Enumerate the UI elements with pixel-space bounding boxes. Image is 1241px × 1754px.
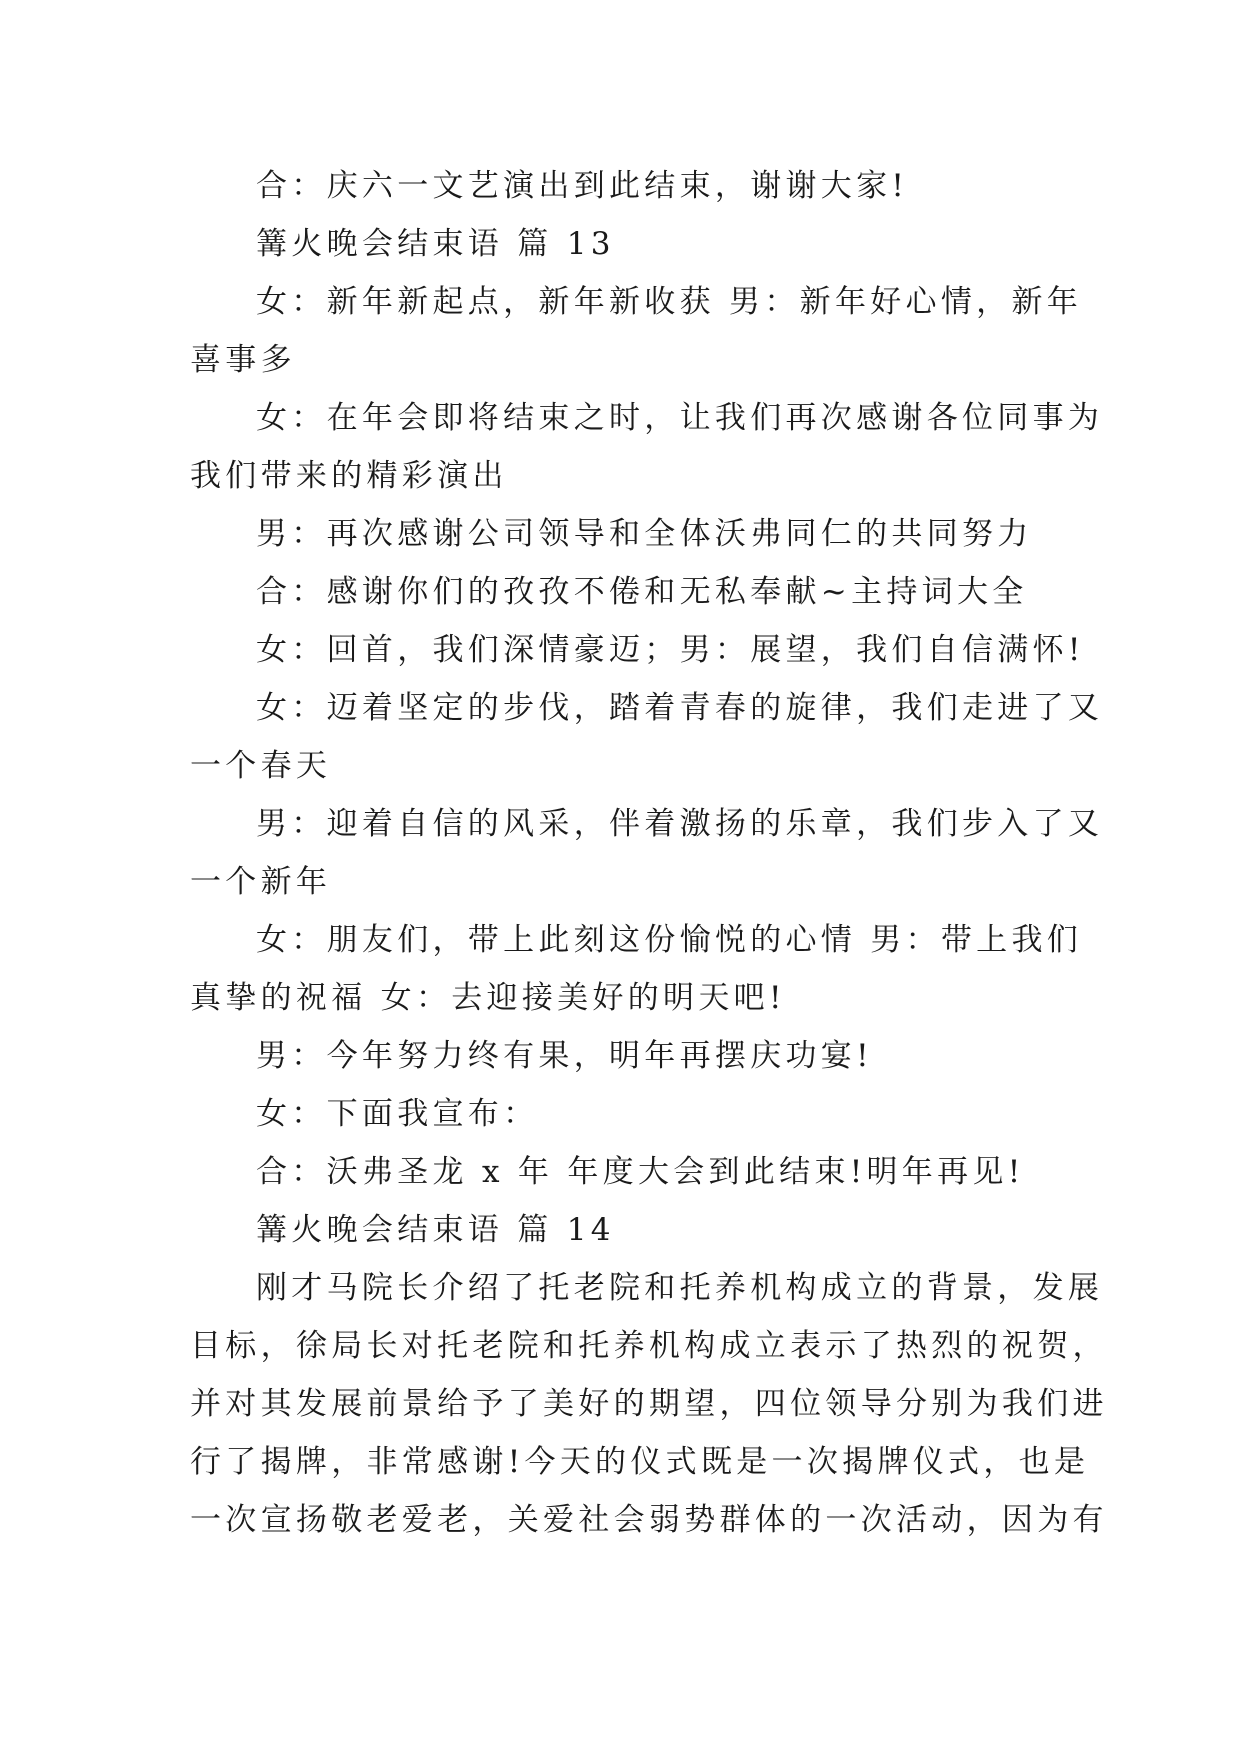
text-line: 一个新年: [190, 864, 332, 900]
text-line: 女：下面我宣布：: [256, 1096, 539, 1132]
text-line: 男：今年努力终有果，明年再摆庆功宴!: [256, 1038, 873, 1074]
text-line: 女：在年会即将结束之时，让我们再次感谢各位同事为: [256, 400, 1104, 436]
text-line: 目标，徐局长对托老院和托养机构成立表示了热烈的祝贺，: [190, 1328, 1108, 1364]
text-line: 女：朋友们，带上此刻这份愉悦的心情 男：带上我们: [256, 922, 1083, 958]
text-line: 行了揭牌，非常感谢!今天的仪式既是一次揭牌仪式，也是: [190, 1444, 1090, 1480]
text-line: 男：迎着自信的风采，伴着激扬的乐章，我们步入了又: [256, 806, 1104, 842]
text-line: 真挚的祝福 女：去迎接美好的明天吧!: [190, 980, 786, 1016]
text-line: 并对其发展前景给予了美好的期望，四位领导分别为我们进: [190, 1386, 1108, 1422]
text-line: 一个春天: [190, 748, 332, 784]
text-line: 合：庆六一文艺演出到此结束，谢谢大家!: [256, 168, 909, 204]
section-heading: 篝火晚会结束语 篇 13: [256, 226, 615, 262]
text-line: 女：回首，我们深情豪迈；男：展望，我们自信满怀!: [256, 632, 1085, 668]
text-line: 男：再次感谢公司领导和全体沃弗同仁的共同努力: [256, 516, 1033, 552]
text-line: 刚才马院长介绍了托老院和托养机构成立的背景，发展: [256, 1270, 1104, 1306]
text-line: 女：迈着坚定的步伐，踏着青春的旋律，我们走进了又: [256, 690, 1104, 726]
text-line: 合：沃弗圣龙 x 年 年度大会到此结束!明年再见!: [256, 1154, 1025, 1190]
document-body: [190, 157, 1108, 1549]
text-line: 合：感谢你们的孜孜不倦和无私奉献~主持词大全: [256, 574, 1028, 610]
text-line: 女：新年新起点，新年新收获 男：新年好心情，新年: [256, 284, 1083, 320]
text-line: 一次宣扬敬老爱老，关爱社会弱势群体的一次活动，因为有: [190, 1502, 1108, 1538]
text-line: 我们带来的精彩演出: [190, 458, 508, 494]
section-heading: 篝火晚会结束语 篇 14: [256, 1212, 615, 1248]
text-line: 喜事多: [190, 342, 296, 378]
